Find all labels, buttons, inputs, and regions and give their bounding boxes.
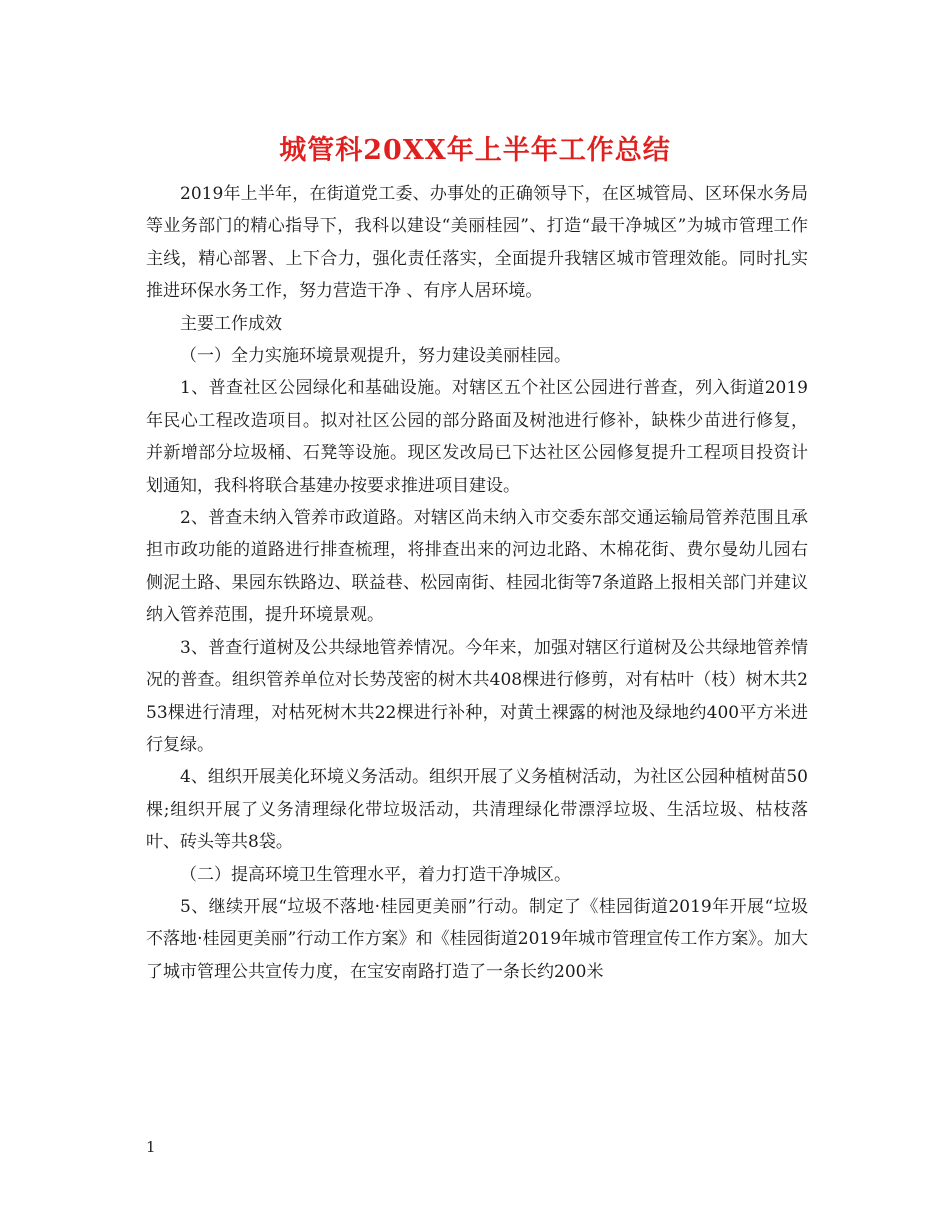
section-heading-two: （二）提高环境卫生管理水平，着力打造干净城区。 xyxy=(180,864,571,885)
paragraph-item-2: 2、普查未纳入管养市政道路。对辖区尚未纳入市交委东部交通运输局管养范围且承担市政功能的道路进行排查梳理，将排查出来的河边北路、木棉花街、费尔曼幼儿园右侧泥土路、果园东铁路边、联益巷、松园南街、桂园北街等7条道路上报相关部门并建议纳入管养范围，提升环境景观。 xyxy=(146,508,808,626)
section-heading-one: （一）全力实施环境景观提升，努力建设美丽桂园。 xyxy=(180,346,571,367)
section-heading-main-results: 主要工作成效 xyxy=(180,313,282,334)
paragraph-item-5: 5、继续开展“垃圾不落地·桂园更美丽”行动。制定了《桂园街道2019年开展“垃圾不落地·桂园更美丽”行动工作方案》和《桂园街道2019年城市管理宣传工作方案》。加大了城市管理公共宣传力度，在宝安南路打造了一条长约200米 xyxy=(146,896,808,982)
paragraph-item-1: 1、普查社区公园绿化和基础设施。对辖区五个社区公园进行普查，列入街道2019年民心工程改造项目。拟对社区公园的部分路面及树池进行修补，缺株少苗进行修复，并新增部分垃圾桶、石凳等设施。现区发改局已下达社区公园修复提升工程项目投资计划通知，我科将联合基建办按要求推进项目建设。 xyxy=(146,378,808,496)
document-title: 城管科20XX年上半年工作总结 xyxy=(279,135,671,166)
paragraph-item-3: 3、普查行道树及公共绿地管养情况。今年来，加强对辖区行道树及公共绿地管养情况的普查。组织管养单位对长势茂密的树木共408棵进行修剪，对有枯叶（枝）树木共253棵进行清理，对枯死树木共22棵进行补种，对黄土裸露的树池及绿地约400平方米进行复绿。 xyxy=(146,637,808,755)
document-body xyxy=(146,178,808,988)
page-number: 1 xyxy=(146,1138,156,1156)
paragraph-intro: 2019年上半年，在街道党工委、办事处的正确领导下，在区城管局、区环保水务局等业务部门的精心指导下，我科以建设“美丽桂园”、打造“最干净城区”为城市管理工作主线，精心部署、上下合力，强化责任落实，全面提升我辖区城市管理效能。同时扎实推进环保水务工作，努力营造干净 、有序人居环境。 xyxy=(146,184,808,302)
paragraph-item-4: 4、组织开展美化环境义务活动。组织开展了义务植树活动，为社区公园种植树苗50棵;组织开展了义务清理绿化带垃圾活动，共清理绿化带漂浮垃圾、生活垃圾、枯枝落叶、砖头等共8袋。 xyxy=(146,767,808,853)
